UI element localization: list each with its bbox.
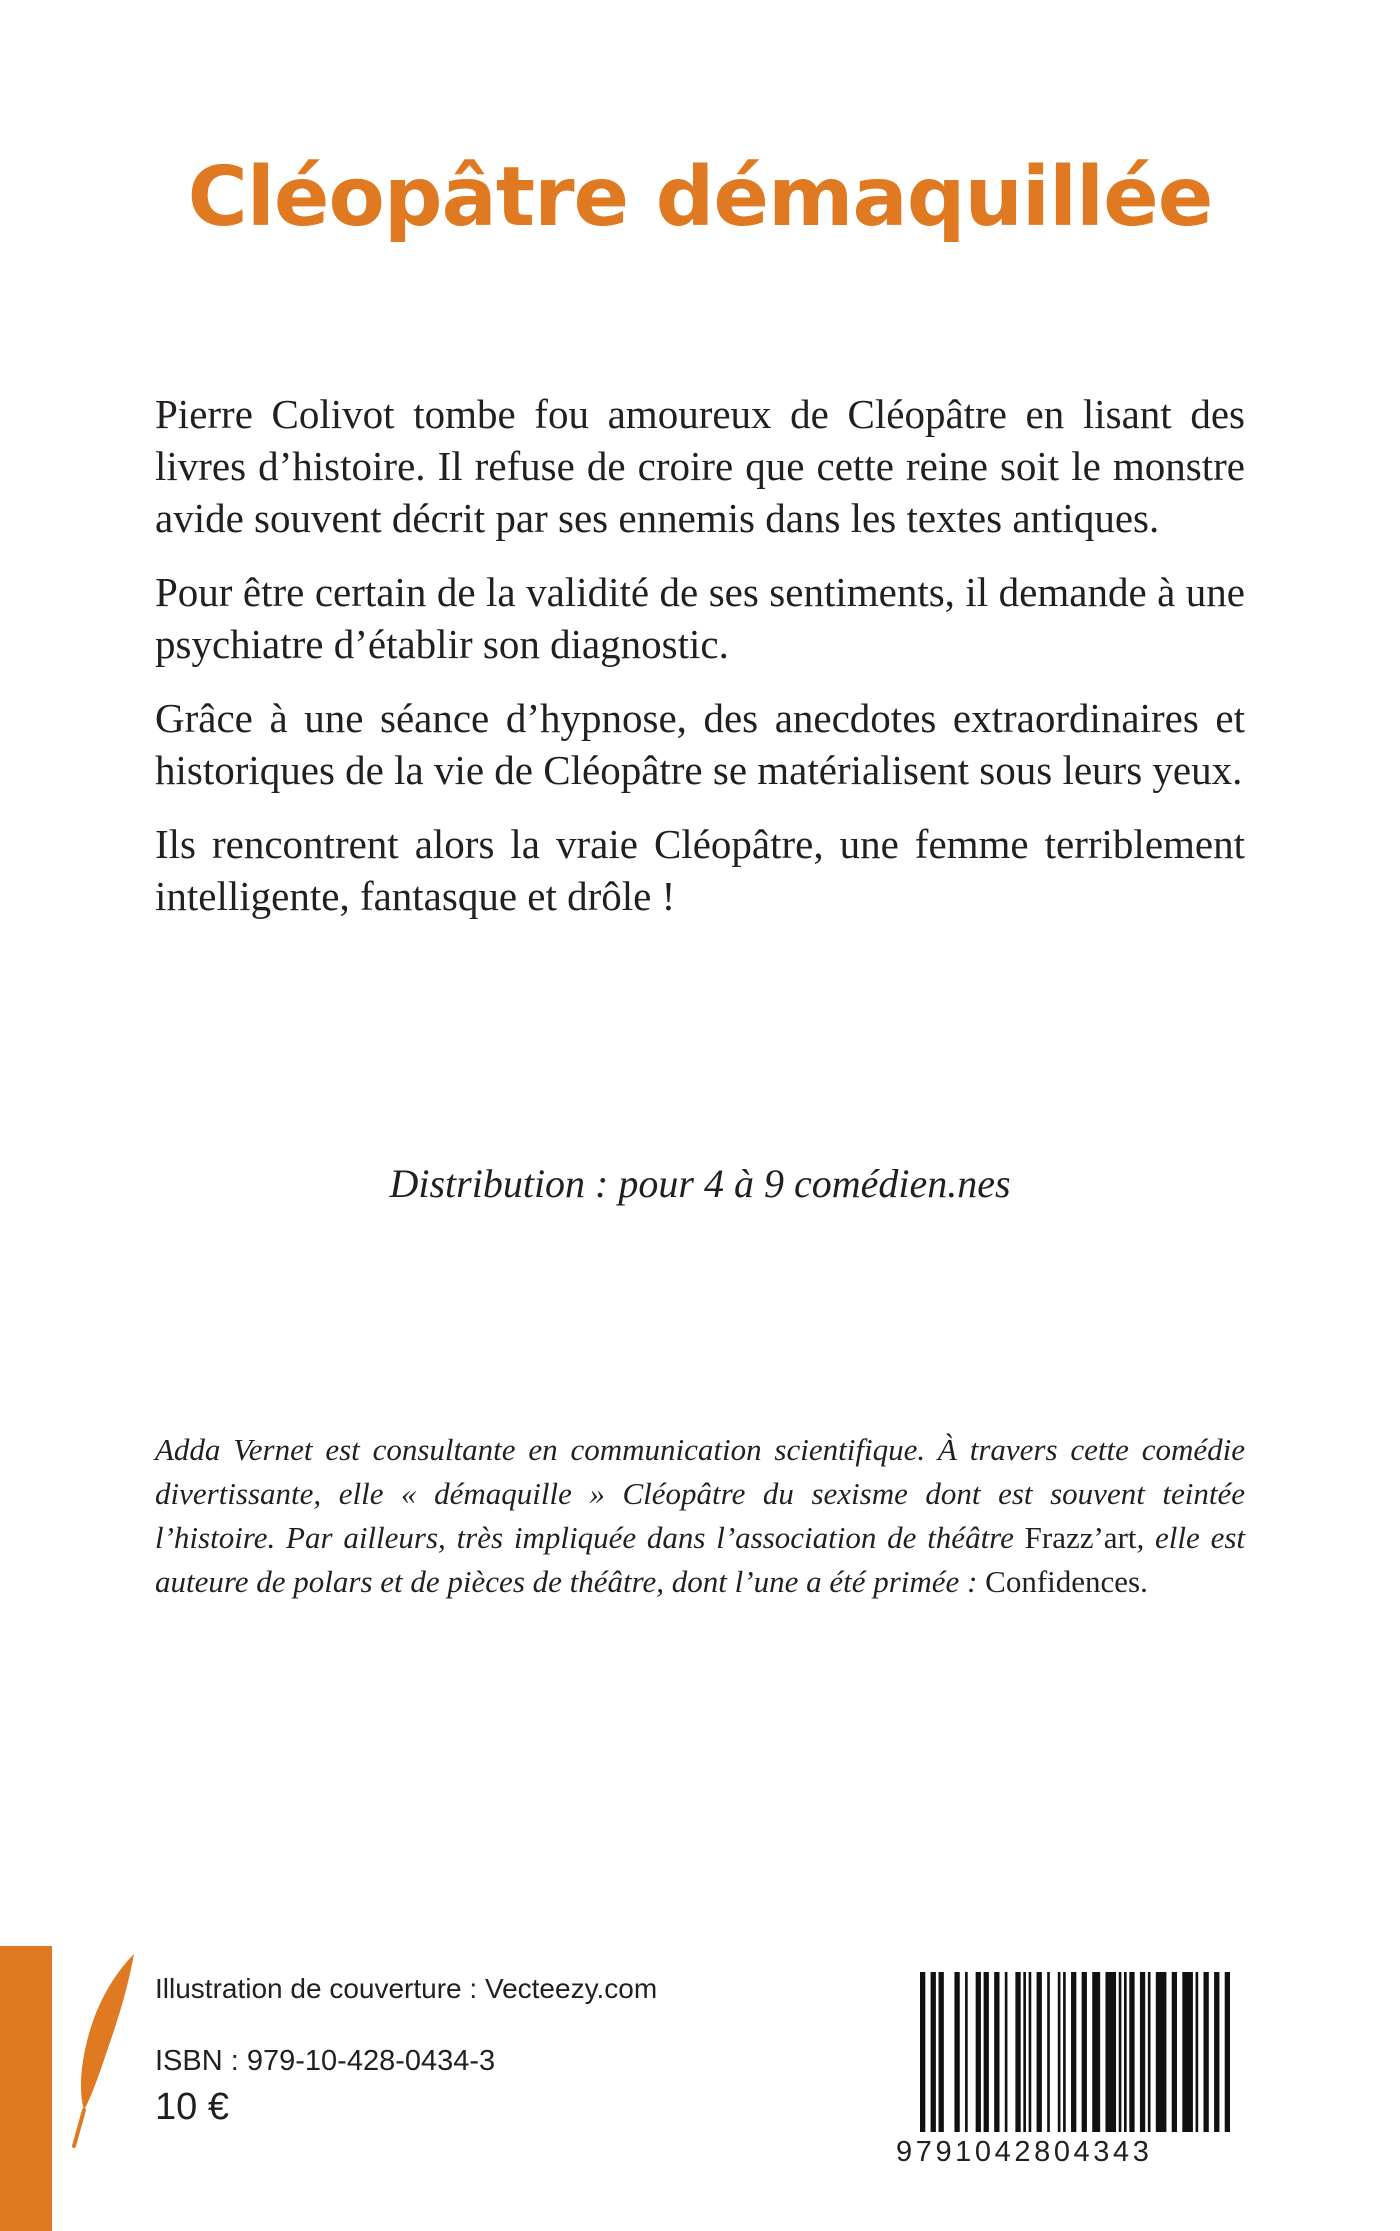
barcode-bar bbox=[965, 1972, 968, 2132]
barcode-bar bbox=[920, 1972, 925, 2132]
barcode-bar bbox=[1204, 1972, 1209, 2132]
author-name: Adda Vernet bbox=[155, 1432, 313, 1467]
barcode-bar bbox=[984, 1972, 989, 2132]
author-bio bbox=[155, 1428, 1245, 1604]
barcode-bar bbox=[1105, 1972, 1116, 2132]
barcode-bar bbox=[1214, 1972, 1219, 2132]
barcode-bar bbox=[931, 1972, 936, 2132]
barcode-bar bbox=[1063, 1972, 1066, 2132]
barcode-bar bbox=[1015, 1972, 1020, 2132]
blurb bbox=[155, 388, 1245, 944]
barcode-number: 9791042804343 bbox=[896, 2136, 1153, 2168]
barcode-bar bbox=[1029, 1972, 1032, 2132]
blurb-paragraph: Pour être certain de la validité de ses sentiments, il demande à une psychiatre d’établir son diagnostic. bbox=[155, 569, 1245, 667]
barcode-bar bbox=[976, 1972, 981, 2132]
award-play-title: Confidences bbox=[985, 1564, 1141, 1599]
credits bbox=[155, 1972, 657, 2128]
barcode bbox=[920, 1972, 1230, 2132]
barcode-bar bbox=[994, 1972, 999, 2132]
barcode-bar bbox=[1196, 1972, 1199, 2132]
bio-text: , elle est auteure de polars et de pièces de théâtre, dont l’une a été primée : bbox=[155, 1520, 1246, 1599]
barcode-bar bbox=[1225, 1972, 1230, 2132]
barcode-bar bbox=[1082, 1972, 1087, 2132]
isbn: ISBN : 979-10-428-0434-3 bbox=[155, 2045, 496, 2077]
barcode-bar bbox=[1058, 1972, 1061, 2132]
barcode-bar bbox=[1156, 1972, 1167, 2132]
accent-bar bbox=[0, 1946, 52, 2231]
distribution-note: Distribution : pour 4 à 9 comédien.nes bbox=[389, 1161, 1011, 1206]
barcode-bar bbox=[1129, 1972, 1134, 2132]
barcode-bar bbox=[1047, 1972, 1050, 2132]
feather-icon bbox=[68, 1950, 140, 2150]
barcode-bar bbox=[1071, 1972, 1076, 2132]
blurb-paragraph: Pierre Colivot tombe fou amoureux de Cléopâtre en lisant des livres d’histoire. Il refuse de croire que cette reine soit le monstre avide souvent décrit par ses ennemis dans les textes antiques. bbox=[155, 391, 1245, 541]
book-title: Cléopâtre démaquillée bbox=[187, 150, 1213, 245]
barcode-bar bbox=[1148, 1972, 1151, 2132]
price: 10 € bbox=[155, 2086, 229, 2128]
barcode-bar bbox=[1124, 1972, 1127, 2132]
blurb-paragraph: Grâce à une séance d’hypnose, des anecdotes extraordinaires et historiques de la vie de Cléopâtre se matérialisent sous leurs yeux. bbox=[155, 695, 1245, 793]
bio-text: est consultante en communication scientifique. À travers cette comédie divertissante, elle « démaquille » Cléopâtre du sexisme dont est souvent teintée l’histoire. Par ailleurs, très impliquée dans l’association de théâtre bbox=[155, 1432, 1245, 1555]
barcode-bar bbox=[1140, 1972, 1145, 2132]
barcode-bar bbox=[1119, 1972, 1122, 2132]
blurb-paragraph: Ils rencontrent alors la vraie Cléopâtre, une femme terriblement intelligente, fantasque et drôle ! bbox=[155, 821, 1245, 919]
barcode-bar bbox=[1037, 1972, 1042, 2132]
barcode-bar bbox=[1005, 1972, 1008, 2132]
illustration-credit: Illustration de couverture : Vecteezy.com bbox=[155, 1973, 658, 2004]
bio-end: . bbox=[1140, 1564, 1148, 1599]
association-name: Frazz’art bbox=[1024, 1520, 1137, 1555]
barcode-bar bbox=[1092, 1972, 1100, 2132]
barcode-bar bbox=[954, 1972, 959, 2132]
barcode-bar bbox=[1172, 1972, 1177, 2132]
barcode-bar bbox=[1182, 1972, 1193, 2132]
barcode-bar bbox=[1023, 1972, 1026, 2132]
barcode-bar bbox=[939, 1972, 944, 2132]
